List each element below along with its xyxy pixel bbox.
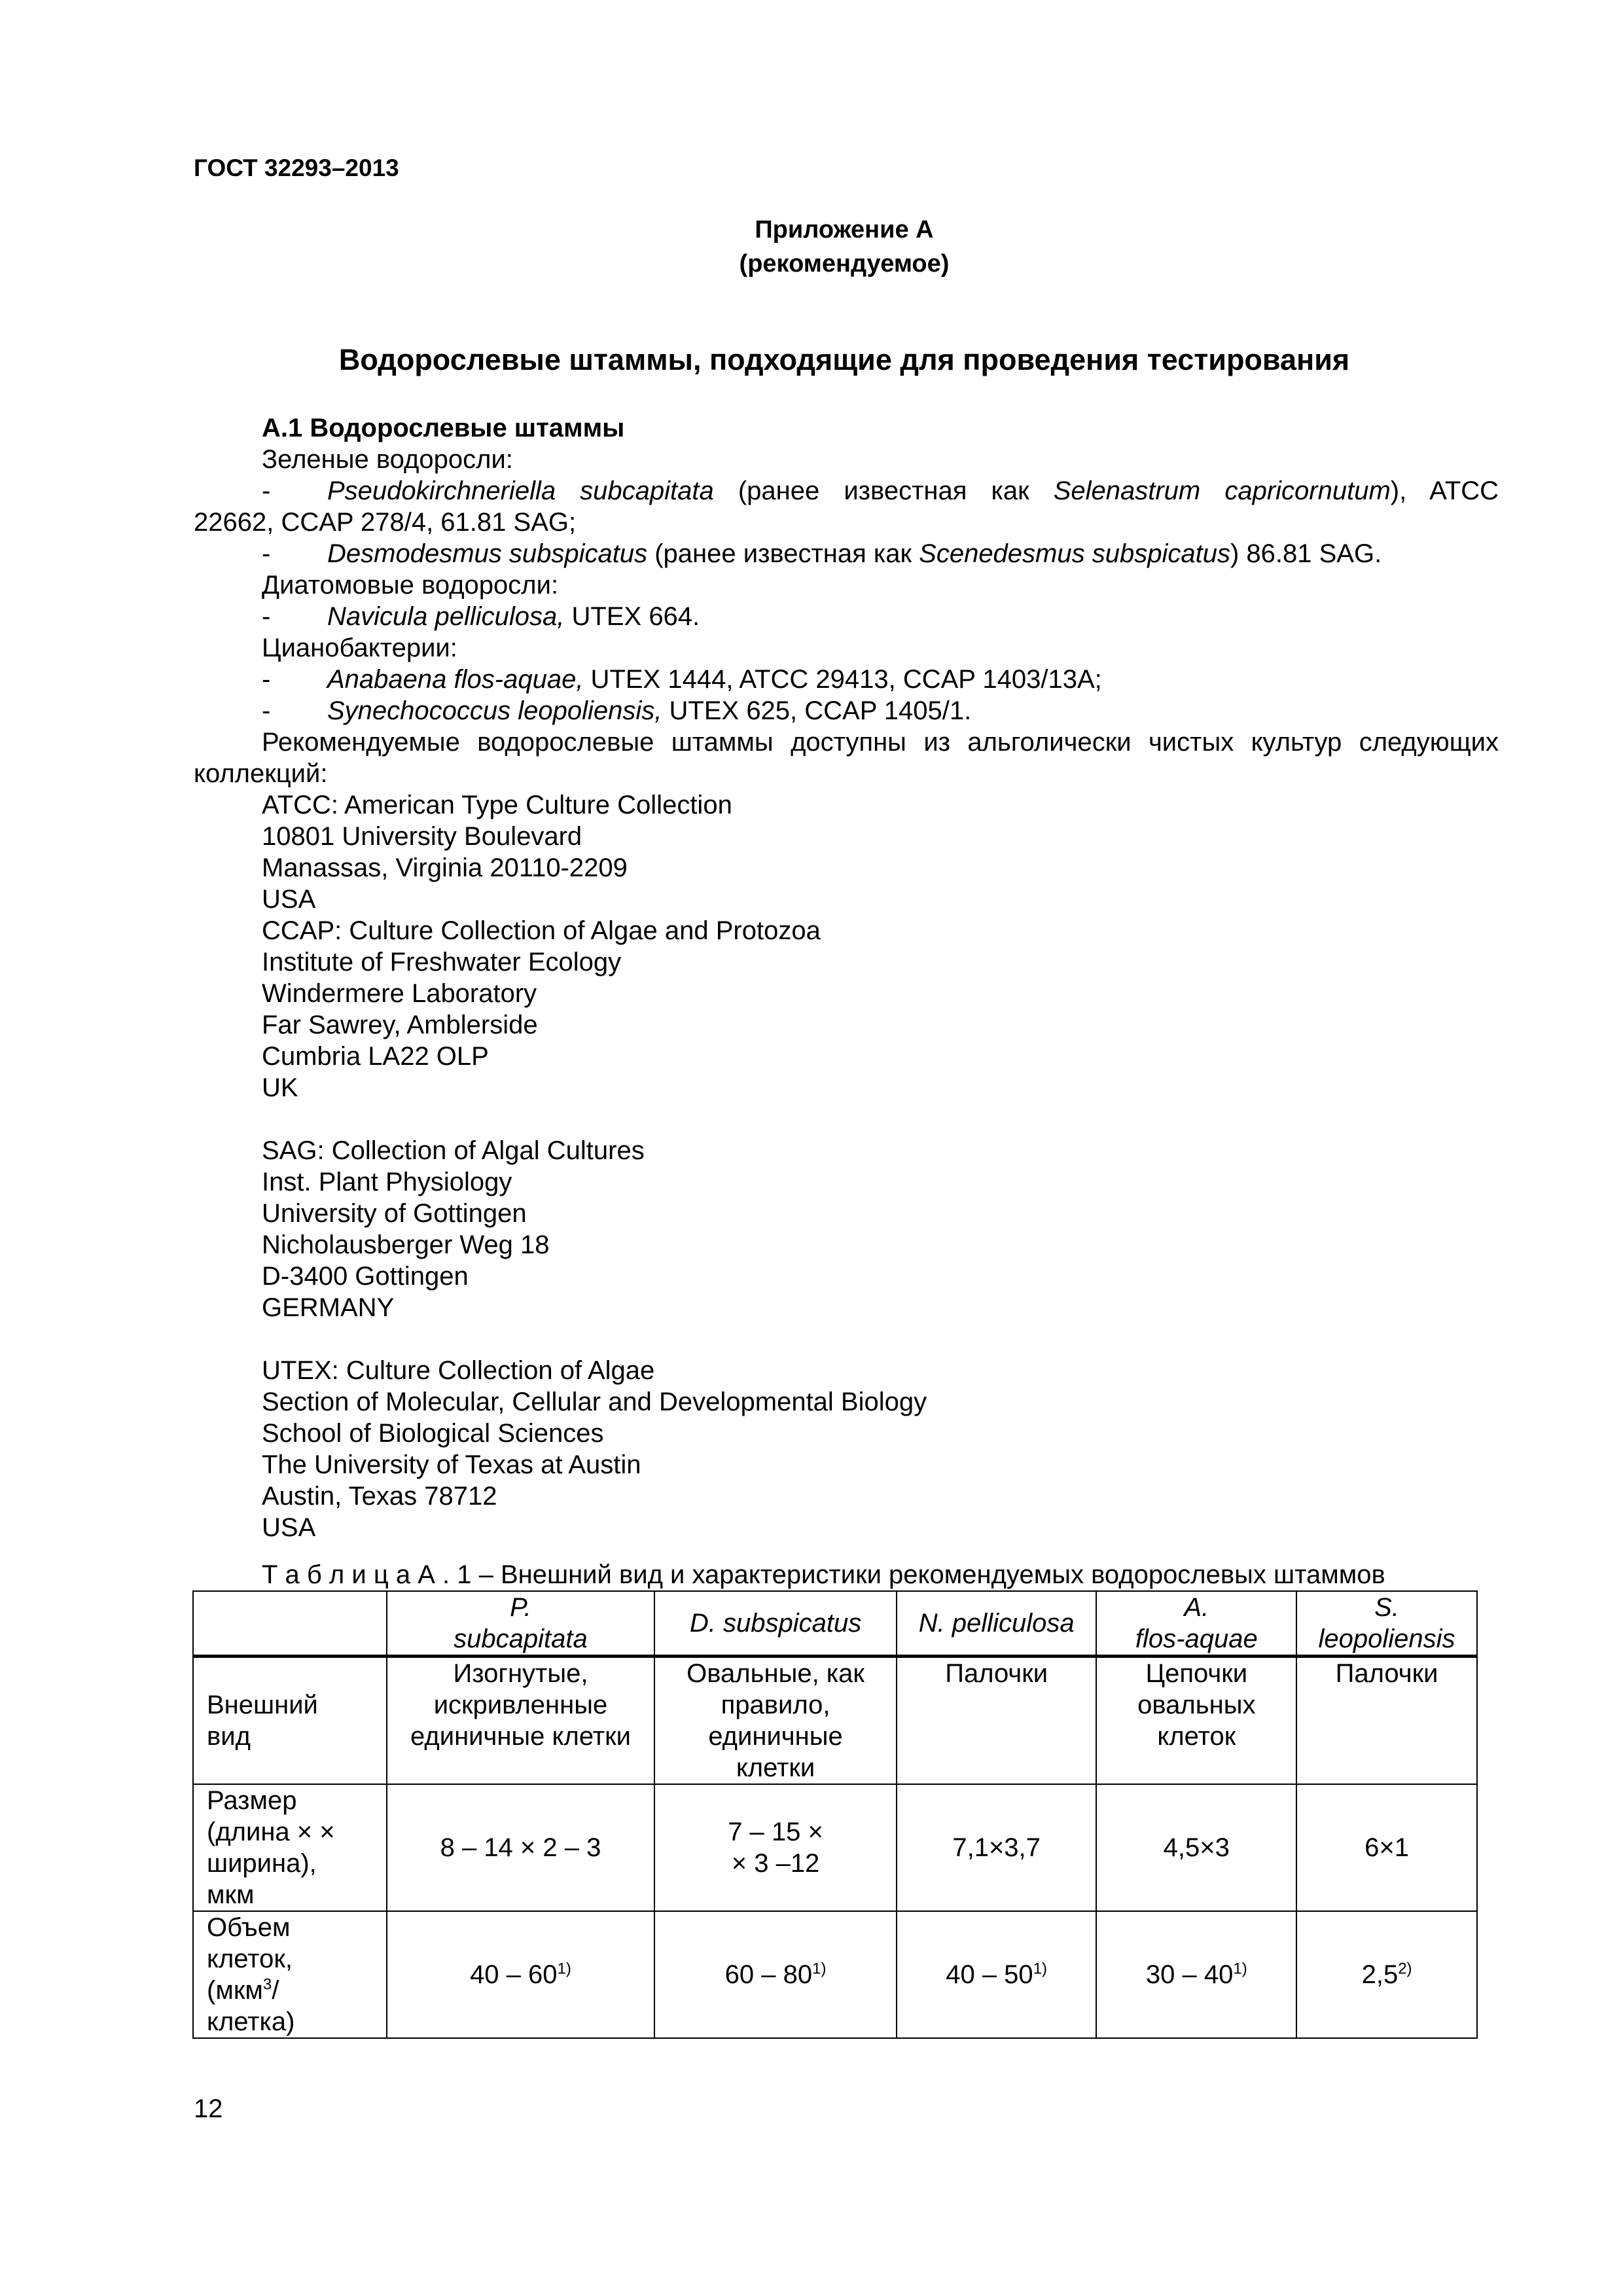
- table-cell: [1296, 1911, 1477, 2038]
- address-line: D-3400 Gottingen: [262, 1262, 469, 1291]
- table-row: [193, 1657, 1477, 1785]
- group-green-algae: Зеленые водоросли:: [262, 445, 513, 474]
- strains-table: [192, 1590, 1478, 2039]
- table-cell: [654, 1784, 897, 1911]
- cell-text: × 3 –12: [731, 1849, 820, 1878]
- strain-codes-continuation: 22662, CCAP 278/4, 61.81 SAG;: [194, 508, 577, 537]
- table-cell: 6×1: [1296, 1784, 1477, 1911]
- cell-text: Цепочки: [1145, 1659, 1248, 1688]
- table-cell: 7,1×3,7: [897, 1784, 1097, 1911]
- table-cell: [654, 1911, 897, 2038]
- label-text: Объем: [207, 1913, 291, 1942]
- table-header-n-pelliculosa: N. pelliculosa: [897, 1591, 1097, 1657]
- address-line: CCAP: Culture Collection of Algae and Protozoa: [262, 916, 821, 945]
- address-line: Austin, Texas 78712: [262, 1482, 497, 1511]
- strain-note: (ранее известная как: [647, 539, 919, 568]
- table-cell: [387, 1911, 655, 2038]
- address-line: 10801 University Boulevard: [262, 822, 582, 851]
- species-name: Selenastrum capricornutum: [1053, 476, 1391, 505]
- strain-line-navicula: [327, 601, 700, 632]
- table-header-p-subcapitata: [387, 1591, 655, 1657]
- strain-line-anabaena: [327, 664, 1102, 695]
- address-line: School of Biological Sciences: [262, 1419, 604, 1448]
- page-title: Водорослевые штаммы, подходящие для проведения тестирования: [338, 343, 1350, 376]
- strain-codes: UTEX 1444, ATCC 29413, CCAP 1403/13A;: [583, 665, 1102, 694]
- cell-text: клеток: [1157, 1722, 1236, 1751]
- label-text: ширина),: [207, 1849, 317, 1878]
- table-cell: [387, 1657, 655, 1785]
- table-cell: Палочки: [897, 1657, 1097, 1785]
- table-caption-label: Т а б л и ц а А . 1: [262, 1560, 472, 1589]
- header-text: A.: [1184, 1593, 1209, 1622]
- label-text: (длина × ×: [207, 1818, 335, 1846]
- cell-text: Изогнутые,: [453, 1659, 588, 1688]
- table-cell: [897, 1911, 1097, 2038]
- table-header-a-flos-aquae: [1096, 1591, 1296, 1657]
- label-text: /: [272, 1976, 279, 2005]
- page-number: 12: [194, 2094, 223, 2123]
- row-label-appearance: [193, 1657, 387, 1785]
- table-header-d-subspicatus: D. subspicatus: [654, 1591, 897, 1657]
- species-name: Desmodesmus subspicatus: [327, 539, 648, 568]
- row-label-cell-volume: [193, 1911, 387, 2038]
- footnote-marker: 1): [1033, 1960, 1048, 1978]
- address-line: Nicholausberger Weg 18: [262, 1230, 550, 1259]
- footnote-marker: 1): [812, 1960, 827, 1978]
- recommendation-text: Рекомендуемые водорослевые штаммы доступны из альголически чистых культур следующих: [262, 728, 1499, 757]
- strain-line-synechococcus: [327, 695, 971, 726]
- superscript: 3: [262, 1975, 272, 1994]
- cell-text: 7 – 15 ×: [728, 1818, 823, 1846]
- address-ccap: [262, 915, 821, 1103]
- table-header-s-leopoliensis: S. leopoliensis: [1296, 1591, 1477, 1657]
- label-text: Размер: [207, 1786, 297, 1815]
- footnote-marker: 1): [557, 1960, 571, 1978]
- table-cell: 4,5×3: [1096, 1784, 1296, 1911]
- address-line: Section of Molecular, Cellular and Developmental Biology: [262, 1388, 927, 1416]
- strain-codes: ), ATCC: [1390, 476, 1499, 505]
- address-sag: [262, 1135, 645, 1323]
- label-text: вид: [207, 1722, 251, 1751]
- cell-text: правило,: [721, 1691, 830, 1719]
- recommendation-text-continuation: коллекций:: [194, 759, 328, 788]
- strain-line-desmodesmus: [327, 538, 1382, 569]
- list-dash: -: [262, 665, 271, 694]
- address-line: UK: [262, 1073, 298, 1102]
- strain-codes: ) 86.81 SAG.: [1230, 539, 1382, 568]
- table-row: [193, 1911, 1477, 2038]
- cell-text: 40 – 60: [470, 1960, 558, 1989]
- table-cell: [654, 1657, 897, 1785]
- section-heading: А.1 Водорослевые штаммы: [262, 414, 625, 442]
- address-line: Inst. Plant Physiology: [262, 1168, 512, 1196]
- table-caption-text: – Внешний вид и характеристики рекомендуемых водорослевых штаммов: [471, 1560, 1385, 1589]
- header-text: subcapitata: [454, 1624, 588, 1653]
- species-name: Anabaena flos-aquae,: [327, 665, 584, 694]
- table-caption: [262, 1559, 1385, 1590]
- appendix-label: Приложение А: [755, 216, 934, 243]
- footnote-marker: 2): [1398, 1960, 1412, 1978]
- address-line: Institute of Freshwater Ecology: [262, 948, 622, 977]
- address-atcc: [262, 789, 732, 915]
- address-utex: [262, 1355, 927, 1543]
- address-line: ATCC: American Type Culture Collection: [262, 791, 732, 819]
- address-line: SAG: Collection of Algal Cultures: [262, 1136, 645, 1165]
- group-diatoms: Диатомовые водоросли:: [262, 571, 559, 600]
- address-line: Windermere Laboratory: [262, 979, 537, 1008]
- document-id-header: ГОСТ 32293–2013: [194, 154, 399, 181]
- list-dash: -: [262, 476, 271, 505]
- cell-text: 30 – 40: [1145, 1960, 1234, 1989]
- address-line: University of Gottingen: [262, 1199, 527, 1228]
- list-dash: -: [262, 602, 271, 631]
- table-cell: [1096, 1911, 1296, 2038]
- cell-text: овальных: [1137, 1691, 1256, 1719]
- footnote-marker: 1): [1233, 1960, 1247, 1978]
- cell-text: 40 – 50: [946, 1960, 1033, 1989]
- address-line: UTEX: Culture Collection of Algae: [262, 1356, 655, 1385]
- cell-text: единичные: [708, 1722, 843, 1751]
- address-line: Cumbria LA22 OLP: [262, 1042, 489, 1071]
- species-name: Synechococcus leopoliensis,: [327, 696, 662, 725]
- table-cell: 8 – 14 × 2 – 3: [387, 1784, 655, 1911]
- label-text: (мкм: [207, 1976, 263, 2005]
- header-text: flos-aquae: [1135, 1624, 1258, 1653]
- species-name: Navicula pelliculosa,: [327, 602, 565, 631]
- header-text: P.: [510, 1593, 531, 1622]
- label-text: клетка): [207, 2007, 295, 2036]
- row-label-size: [193, 1784, 387, 1911]
- cell-text: единичные клетки: [410, 1722, 631, 1751]
- group-cyanobacteria: Цианобактерии:: [262, 634, 457, 662]
- address-line: USA: [262, 885, 316, 914]
- address-line: GERMANY: [262, 1293, 395, 1322]
- table-header-row: [193, 1591, 1477, 1657]
- strain-codes: UTEX 664.: [564, 602, 700, 631]
- cell-text: Овальные, как: [687, 1659, 865, 1688]
- table-cell: Палочки: [1296, 1657, 1477, 1785]
- address-line: Manassas, Virginia 20110-2209: [262, 853, 628, 882]
- cell-text: 60 – 80: [724, 1960, 813, 1989]
- label-text: Внешний: [207, 1691, 318, 1719]
- cell-text: искривленные: [433, 1691, 608, 1719]
- address-line: Far Sawrey, Amblerside: [262, 1011, 538, 1039]
- list-dash: -: [262, 539, 271, 568]
- label-text: клеток,: [207, 1945, 293, 1973]
- table-row: [193, 1784, 1477, 1911]
- appendix-status: (рекомендуемое): [739, 250, 950, 278]
- address-line: USA: [262, 1513, 316, 1542]
- address-line: The University of Texas at Austin: [262, 1450, 641, 1479]
- species-name: Scenedesmus subspicatus: [919, 539, 1230, 568]
- strain-codes: UTEX 625, CCAP 1405/1.: [662, 696, 972, 725]
- table-cell: [1096, 1657, 1296, 1785]
- strain-line-pseudokirchneriella: [327, 475, 1499, 507]
- cell-text: клетки: [736, 1753, 815, 1782]
- list-dash: -: [262, 696, 271, 725]
- cell-text: 2,5: [1361, 1960, 1399, 1989]
- table-header-empty: [193, 1591, 387, 1657]
- label-text: мкм: [207, 1880, 255, 1909]
- species-name: Pseudokirchneriella subcapitata: [327, 476, 714, 505]
- strain-note: (ранее известная как: [738, 476, 1029, 505]
